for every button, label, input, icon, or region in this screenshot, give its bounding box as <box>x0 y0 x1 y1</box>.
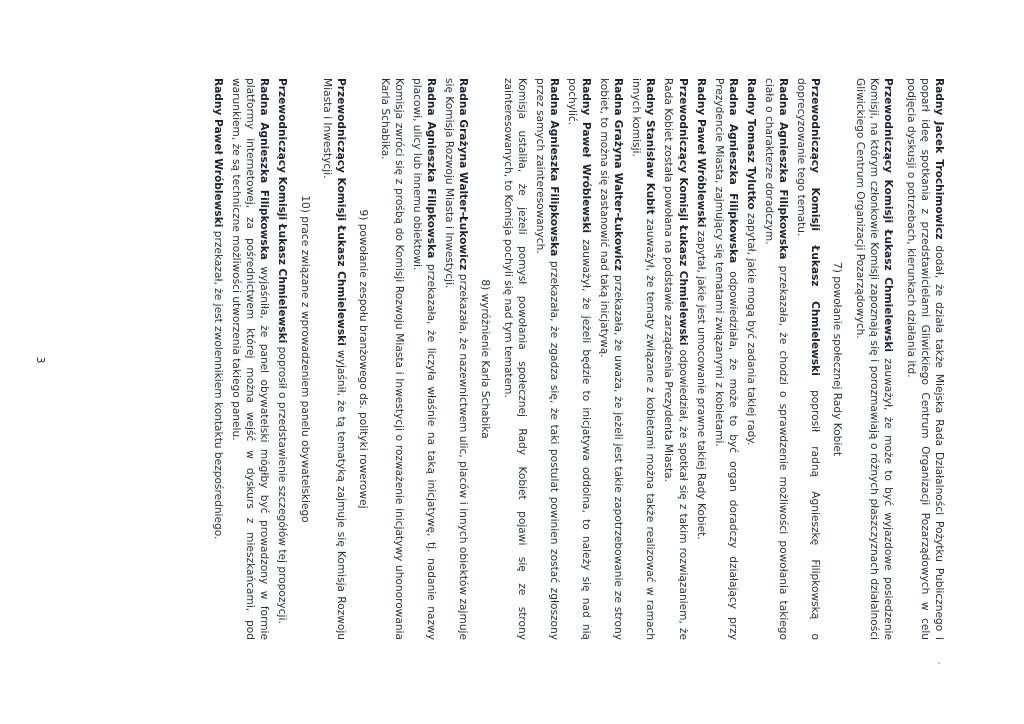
speaker-name: Przewodniczący Komisji Łukasz Chmielewski <box>809 78 822 376</box>
paragraph <box>275 78 289 640</box>
paragraph <box>597 78 625 640</box>
paragraph-plain: Komisja zwróci się z prośbą do Komisji Rozwoju Miasta i Inwestycji o rozważenie inicjatywy uhonorowania Karla Schabika. <box>378 78 405 640</box>
paragraph-text: przekazała, że liczyła właśnie na taką inicjatywę, tj. nadanie nazwy placowi, ulicy lub innemu obiektowi. <box>411 78 438 640</box>
paragraph <box>794 78 822 640</box>
speaker-name: Radna Agnieszka Filipkowska <box>425 78 438 259</box>
paragraph-text: przekazał, że jest zwolennikiem kontaktu bezpośredniego. <box>212 227 225 540</box>
paragraph-text: przekazała, że uważa, że jeżeli jest takie zapotrzebowanie ze strony kobiet, to można się zastanowić nad taką inicjatywą. <box>598 78 625 640</box>
paragraph-text: poprosił o przedstawienie szczegółów tej propozycji. <box>276 343 289 624</box>
page-number: 3 <box>34 356 47 364</box>
agenda-item-heading: 8) wyróżnienie Karla Schabika <box>479 279 492 439</box>
paragraph <box>442 78 470 640</box>
paragraph-text: wyjaśnił, że tą tematyką zajmuje się Komisja Rozwoju Miasta i Inwestycji. <box>320 78 347 640</box>
paragraph <box>565 78 593 640</box>
paragraph <box>904 78 946 640</box>
paragraph <box>211 78 225 640</box>
speaker-name: Radna Agnieszka Filipkowska <box>258 78 271 260</box>
paragraph <box>410 78 438 640</box>
paragraph-text: przekazała, że nazewnictwem ulic, placów i innych obiektów zajmuje się Komisja Rozwoju Miasta i Inwestycji. <box>443 78 470 640</box>
speaker-name: Przewodniczący Komisji Łukasz Chmielewski <box>276 78 289 344</box>
paragraph-text: przekazała, że chodzi o sprawdzenie możliwości powołania takiego ciała o charakterze doradczym. <box>763 78 790 640</box>
speaker-name: Radny Stanisław Kubit <box>644 78 657 215</box>
agenda-item-heading: 9) powołanie zespołu branżowego ds. polityki rowerowej <box>356 209 369 509</box>
paragraph <box>661 78 689 640</box>
paragraph-text: zauważył, że tematy związane z kobietami można także realizować w ramach innych komisji. <box>630 78 657 641</box>
speaker-name: Przewodniczący Komisji Łukasz Chmielewski <box>334 78 347 346</box>
speaker-name: Przewodniczący Komisji Łukasz Chmielewski <box>676 78 689 346</box>
paragraph <box>744 78 758 640</box>
paragraph-plain: Komisja ustaliła, że jeżeli pomysł powołania społecznej Rady Kobiet pojawi się ze strony zainteresowanych, to Komisja pochyli się nad tym tematem. <box>501 78 528 640</box>
paragraph-text: wyjaśniła, że panel obywatelski mógłby być prowadzony w formie platformy internetowej, za pośrednictwem której można wejść w dyskurs z mieszkańcami, pod warunkiem, że są techniczne możliwości utworzenia takiego panelu. <box>230 78 271 640</box>
speaker-name: Przewodniczący Komisji Łukasz Chmielewski <box>881 78 894 353</box>
paragraph <box>712 78 740 640</box>
paragraph-text: odpowiedziała, że może to być organ doradczy działający przy Prezydencie Miasta, zajmujący się tematami związanymi z kobietami. <box>712 78 739 640</box>
paragraph <box>852 78 894 640</box>
paragraph-text: zauważył, że jeżeli będzie to inicjatywa oddolna, to należy się nad nią pochylić. <box>565 78 593 640</box>
agenda-item-heading: 7) powołanie społecznej Rady Kobiet <box>831 261 844 457</box>
paragraph <box>533 78 561 640</box>
paragraph-text: poprosił radną Agnieszkę Filipkowską o doprecyzowanie tego tematu. <box>795 78 822 640</box>
paragraph-text: dodał, że działa także Miejska Rada Działalności Pożytku Publicznego i poparł ideę spotkania z przedstawicielami Gliwickiego Centrum Organizacji Pozarządowych w celu podjęcia dyskusji o potrzebach, kierunkach działania itd. <box>904 78 945 640</box>
paragraph <box>229 78 271 640</box>
paragraph-text: przekazała, że zgadza się, że taki postulat powinien zostać zgłoszony przez samych zainteresowanych. <box>533 78 560 640</box>
speaker-name: Radna Agnieszka Filipkowska <box>777 78 790 260</box>
speaker-name: Radny Paweł Wróblewski <box>694 78 707 228</box>
agenda-item-heading: 10) prace związane z wprowadzeniem panelu obywatelskiego <box>298 195 311 523</box>
speaker-name: Radny Tomasz Tylutko <box>744 78 757 210</box>
paragraph <box>320 78 348 640</box>
paragraph <box>762 78 790 640</box>
speaker-name: Radna Agnieszka Filipkowska <box>726 78 739 264</box>
paragraph <box>629 78 657 640</box>
paragraph-text: odpowiedział, że spotkał się z takim rozwiązaniem, że Rada Kobiet została powołana na podstawie zarządzenia Prezydenta Miasta. <box>662 78 689 640</box>
speaker-name: Radna Agnieszka Filipkowska <box>547 78 560 257</box>
speaker-name: Radny Paweł Wróblewski <box>212 78 225 228</box>
speaker-name: Radny Paweł Wróblewski <box>580 78 593 234</box>
paragraph-text: zapytał, jakie mogą być zadania takiej rady. <box>744 209 757 446</box>
paragraph <box>694 78 708 640</box>
document-body <box>207 78 946 640</box>
scan-speck <box>938 662 940 664</box>
speaker-name: Radna Grażyna Walter-Łukowicz <box>457 78 470 271</box>
paragraph-text: zauważył, że może to być wyjazdowe posiedzenie Komisji, na którym członkowie Komisji zapoznają się i porozmawiają o różnych płaszczyznach działalności Gliwickiego Centrum Organizacji Pozarządowych. <box>853 78 894 640</box>
speaker-name: Radny Jacek Trochimowicz <box>933 78 945 240</box>
speaker-name: Radna Grażyna Walter-Łukowicz <box>612 78 625 271</box>
paragraph-text: zapytał, jakie jest umocowanie prawne takiej Rady Kobiet. <box>694 227 707 540</box>
